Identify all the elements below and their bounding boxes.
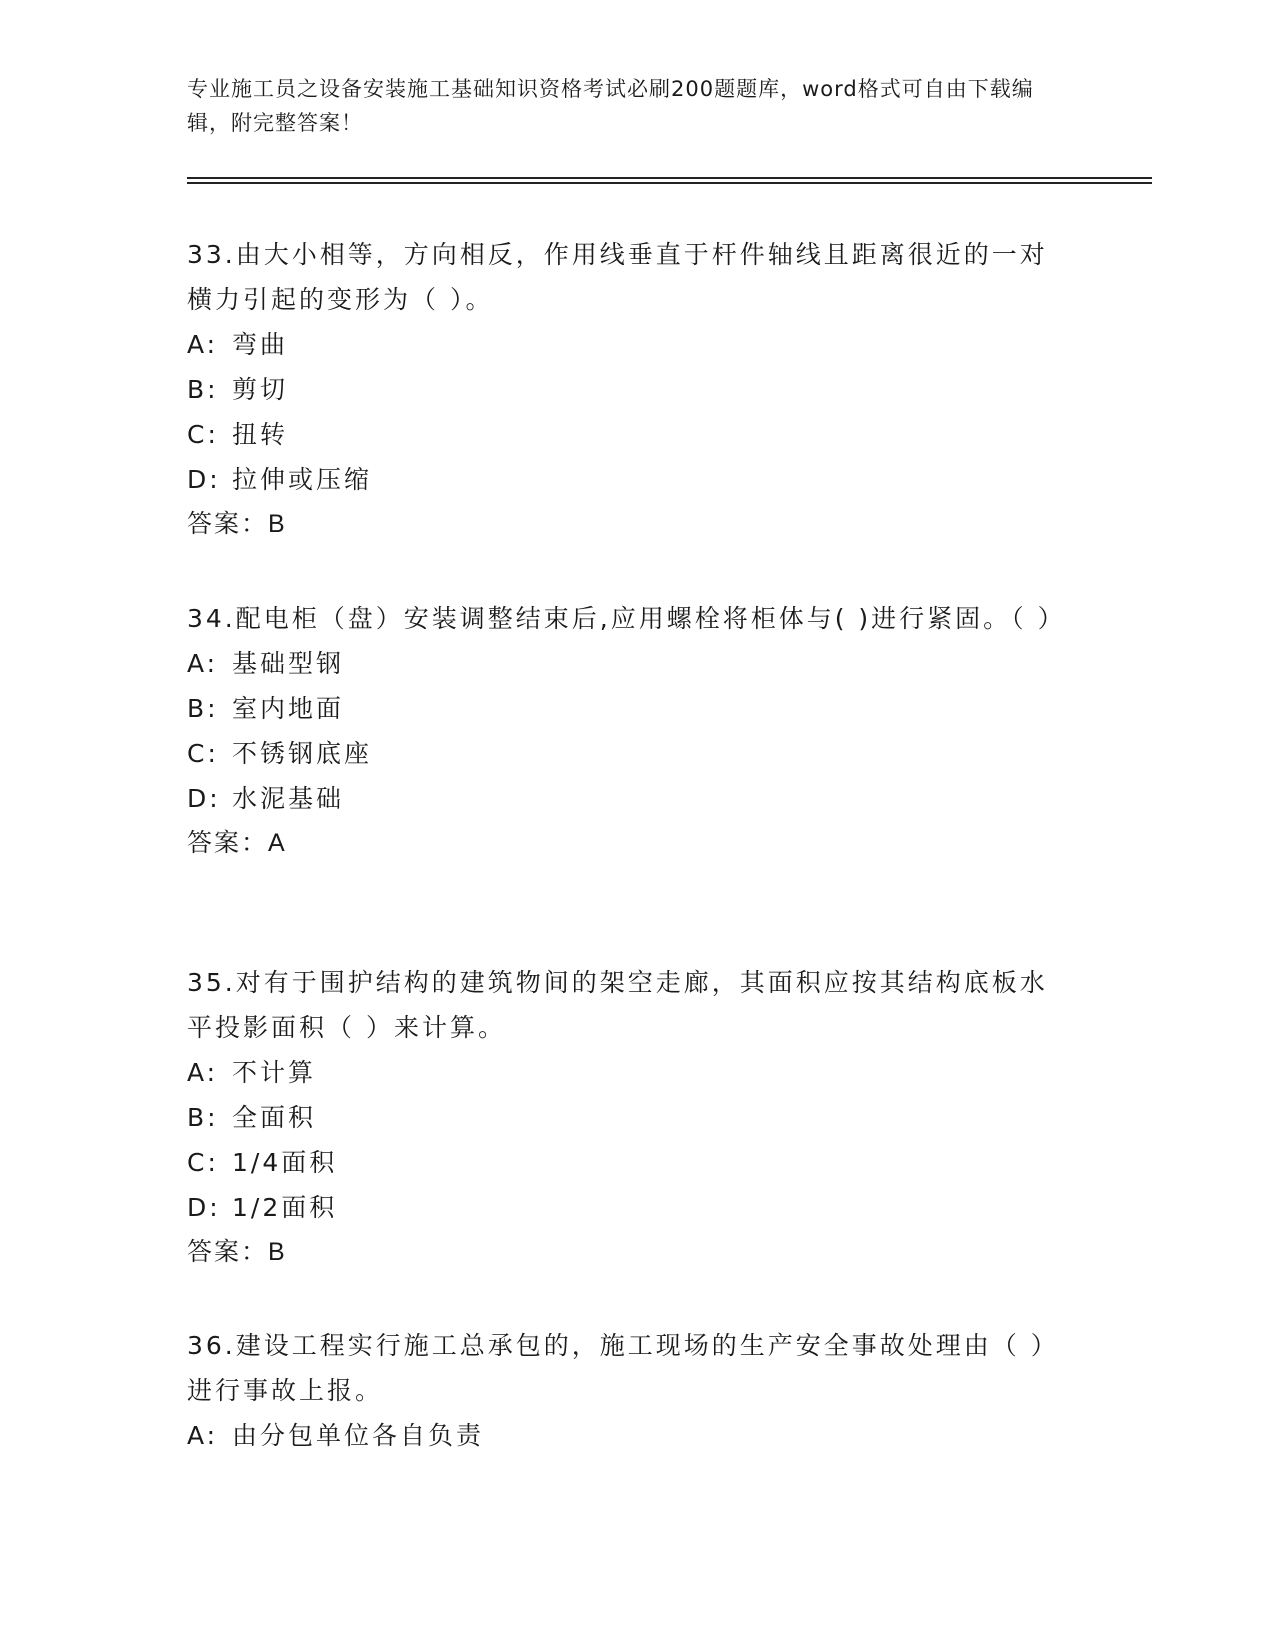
option-c [187,412,1067,457]
option-key: B: [187,1103,219,1132]
option-key: C: [187,420,219,449]
option-key: A: [187,1421,219,1450]
question-36 [187,1323,1067,1458]
option-text: 扭转 [232,420,289,449]
option-b [187,367,1067,412]
answer-label: 答案： [187,1238,269,1266]
option-text: 水泥基础 [232,784,345,813]
answer-value: A [268,829,287,857]
question-text: 33.由大小相等，方向相反，作用线垂直于杆件轴线且距离很近的一对横力引起的变形为（ ）。 [187,240,1048,314]
option-text: 1/4面积 [232,1148,338,1177]
option-text: 拉伸或压缩 [232,465,373,494]
answer-label: 答案： [187,510,269,538]
answer-value: B [268,1238,287,1266]
option-key: D: [187,1193,221,1222]
option-key: C: [187,1148,219,1177]
option-key: A: [187,649,219,678]
option-text: 由分包单位各自负责 [232,1421,485,1450]
option-d [187,457,1067,502]
option-key: A: [187,1058,219,1087]
answer-line [187,1230,1067,1275]
option-a [187,322,1067,367]
option-b [187,686,1067,731]
option-c [187,731,1067,776]
option-text: 1/2面积 [232,1193,338,1222]
option-text: 基础型钢 [232,649,345,678]
option-text: 室内地面 [232,694,345,723]
question-33 [187,232,1067,547]
option-key: C: [187,739,219,768]
answer-value: B [268,510,287,538]
answer-line [187,821,1067,866]
option-text: 剪切 [232,375,289,404]
option-c [187,1140,1067,1185]
option-d [187,1185,1067,1230]
option-key: B: [187,375,219,404]
question-text: 34.配电柜（盘）安装调整结束后,应用螺栓将柜体与( )进行紧固。（ ） [187,604,1066,633]
document-header: 专业施工员之设备安装施工基础知识资格考试必刷200题题库，word格式可自由下载编辑，附完整答案！ [187,77,1034,135]
option-key: A: [187,330,219,359]
answer-line [187,502,1067,547]
option-d [187,776,1067,821]
option-text: 弯曲 [232,330,289,359]
question-34 [187,596,1067,866]
option-text: 不锈钢底座 [232,739,373,768]
header-divider-bottom [187,182,1152,184]
option-a [187,1050,1067,1095]
answer-label: 答案： [187,829,269,857]
header-divider-top [187,177,1152,179]
option-text: 全面积 [232,1103,317,1132]
option-a [187,1413,1067,1458]
option-key: D: [187,784,221,813]
option-a [187,641,1067,686]
option-b [187,1095,1067,1140]
question-text: 35.对有于围护结构的建筑物间的架空走廊，其面积应按其结构底板水平投影面积（ ）来计算。 [187,968,1048,1042]
question-35 [187,960,1067,1275]
option-key: B: [187,694,219,723]
question-text: 36.建设工程实行施工总承包的，施工现场的生产安全事故处理由（ ）进行事故上报。 [187,1331,1059,1405]
option-key: D: [187,465,221,494]
option-text: 不计算 [232,1058,317,1087]
